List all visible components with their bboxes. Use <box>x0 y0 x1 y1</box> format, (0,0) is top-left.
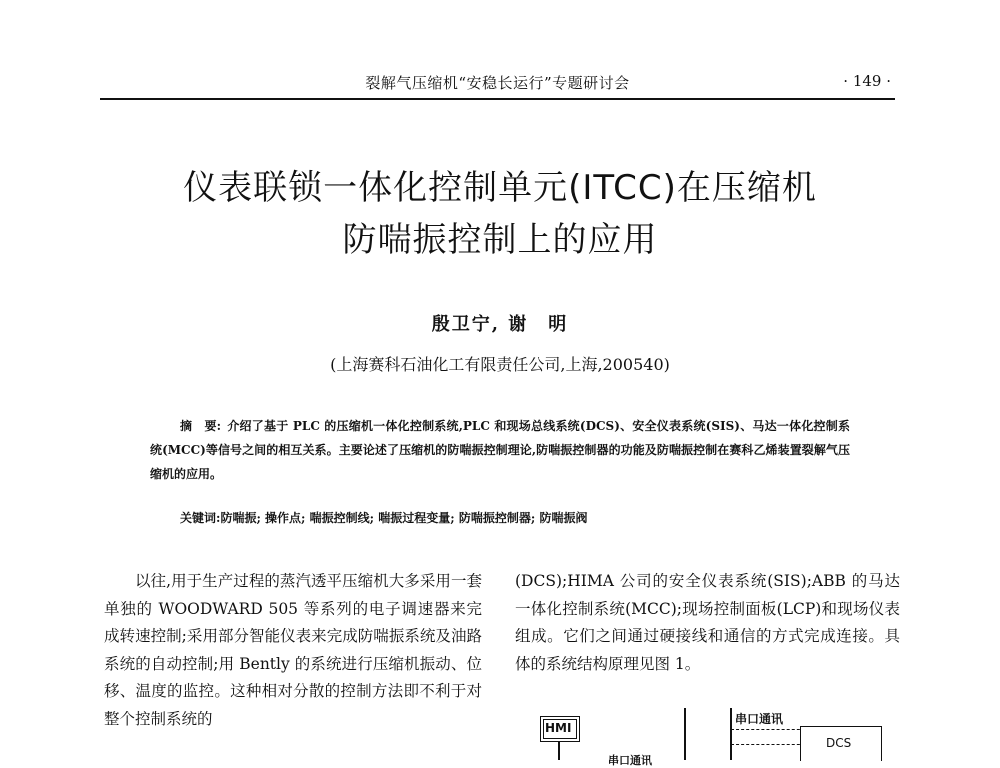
abstract-label: 摘 要: <box>180 419 222 433</box>
abstract <box>150 414 850 486</box>
keywords-text: 防喘振; 操作点; 喘振控制线; 喘振过程变量; 防喘振控制器; 防喘振阀 <box>220 511 588 525</box>
serial-comm-left-label: 串口通讯 <box>608 754 652 767</box>
keywords <box>180 509 840 526</box>
system-structure-figure <box>520 700 900 767</box>
body-left-column: 以往,用于生产过程的蒸汽透平压缩机大多采用一套单独的 WOODWARD 505 等系列的电子调速器来完成转速控制;采用部分智能仪表来完成防喘振系统及油路系统的自动控制;用 Bently 的系统进行压缩机振动、位移、温度的监控。这种相对分散的控制方法即不利于对整个控制系统的 <box>104 572 482 728</box>
bus-line-right <box>730 708 732 760</box>
hmi-label: HMI <box>545 721 572 735</box>
page-number: · 149 · <box>843 72 891 90</box>
paper-title-line-1: 仪表联锁一体化控制单元(ITCC)在压缩机 <box>183 168 817 208</box>
header-title: 裂解气压缩机“安稳长运行”专题研讨会 <box>365 74 630 92</box>
body-right-column: (DCS);HIMA 公司的安全仪表系统(SIS);ABB 的马达一体化控制系统(MCC);现场控制面板(LCP)和现场仪表组成。它们之间通过硬接线和通信的方式完成连接。具体的系统结构原理见图 1。 <box>515 572 900 673</box>
abstract-text: 介绍了基于 PLC 的压缩机一体化控制系统,PLC 和现场总线系统(DCS)、安全仪表系统(SIS)、马达一体化控制系统(MCC)等信号之间的相互关系。主要论述了压缩机的防喘振控制理论,防喘振控制器的功能及防喘振控制在赛科乙烯装置裂解气压缩机的应用。 <box>150 419 850 481</box>
paper-title-line-2: 防喘振控制上的应用 <box>342 220 658 260</box>
keywords-label: 关键词: <box>180 511 221 525</box>
serial-comm-top-label: 串口通讯 <box>735 712 784 726</box>
running-header <box>100 70 895 100</box>
authors: 殷卫宁, 谢 明 <box>431 314 569 335</box>
dcs-label: DCS <box>826 736 852 750</box>
affiliation: (上海赛科石油化工有限责任公司,上海,200540) <box>330 355 670 374</box>
hmi-connector <box>558 742 560 760</box>
bus-line-left <box>684 708 686 760</box>
